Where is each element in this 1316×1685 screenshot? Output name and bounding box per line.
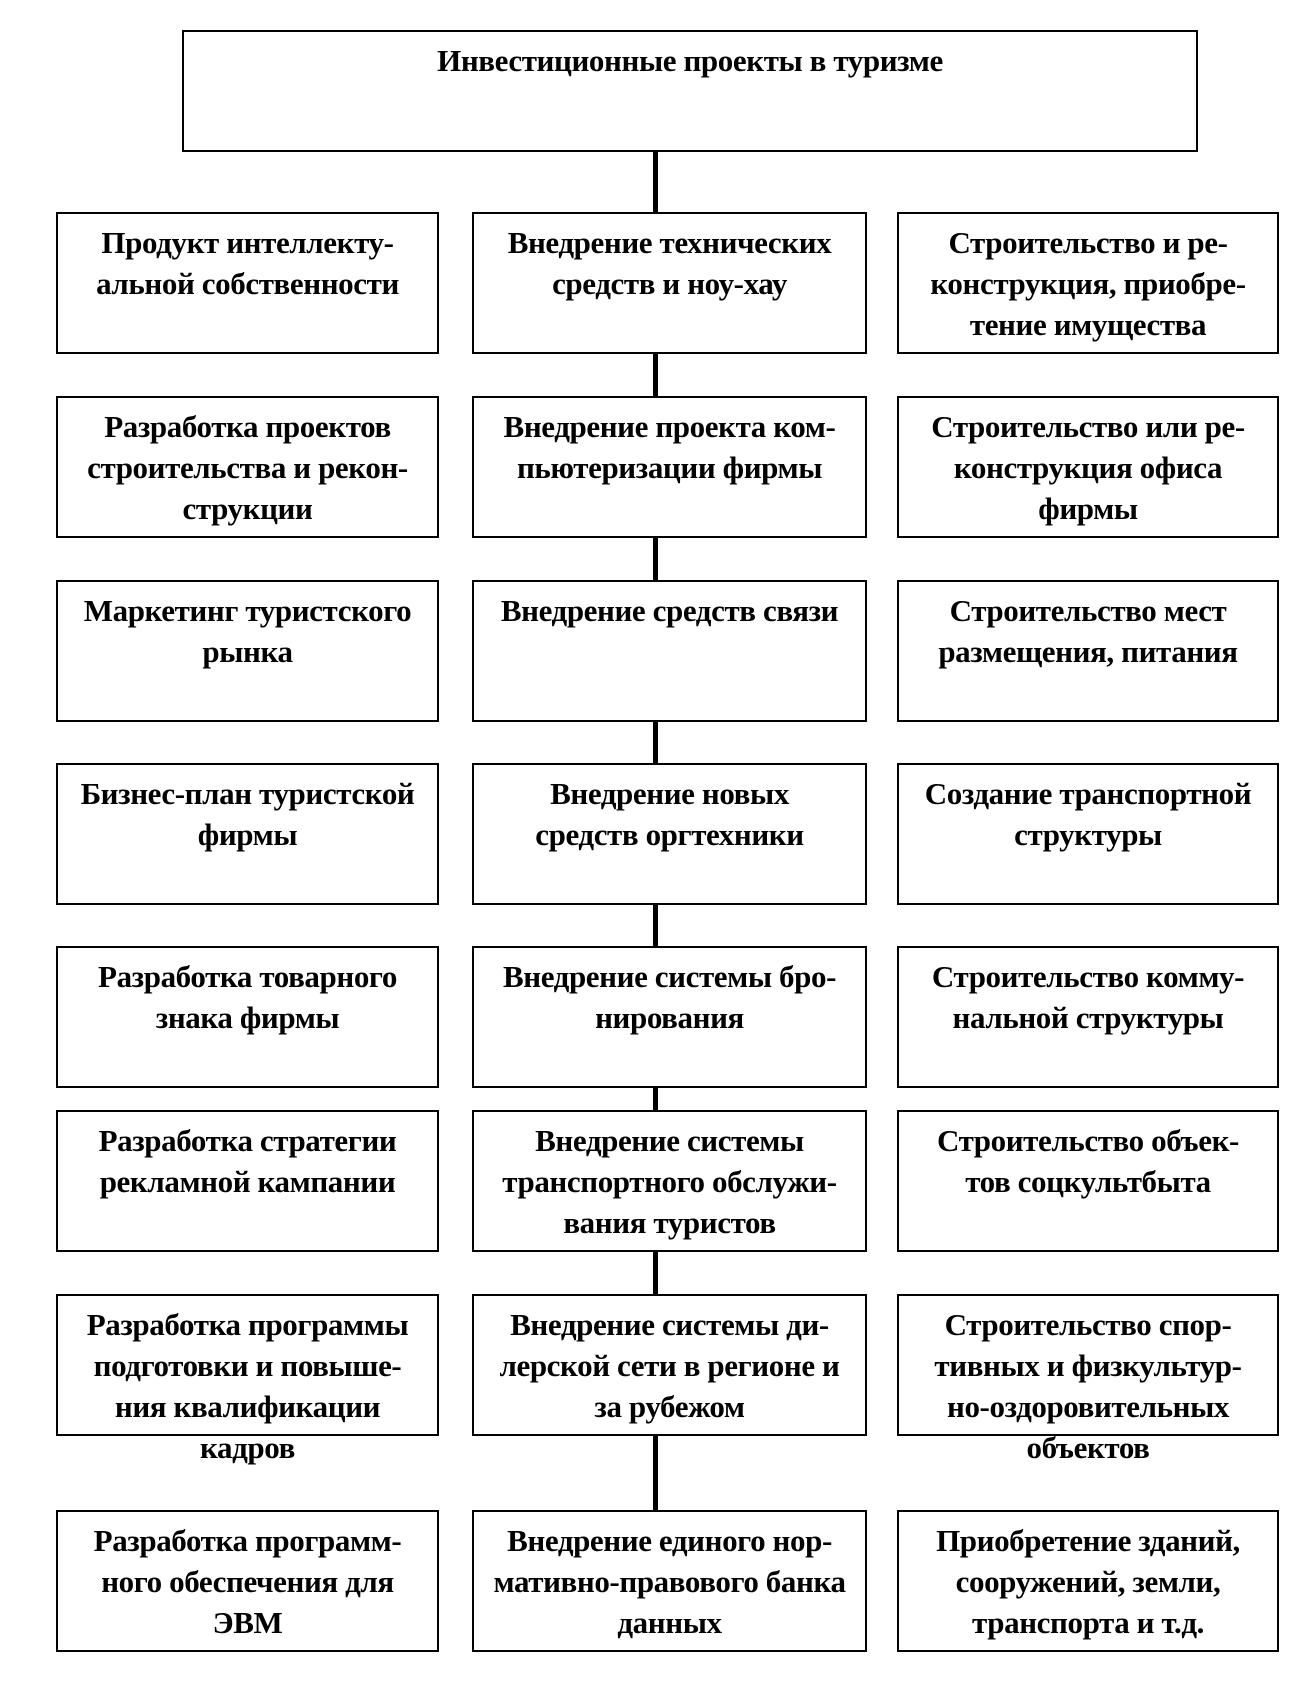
project-box-row7-col3: Строительство спор- тивных и физкультур- но-оздоровительных объектов <box>897 1294 1279 1436</box>
project-box-row4-col1: Бизнес-план туристской фирмы <box>56 763 439 905</box>
project-box-row5-col3: Строительство комму- нальной структуры <box>897 946 1279 1088</box>
connector-line <box>653 905 658 946</box>
connector-line <box>653 1088 658 1110</box>
project-box-row2-col3: Строительство или ре- конструкция офиса фирмы <box>897 396 1279 538</box>
project-box-row2-col2: Внедрение проекта ком- пьютеризации фирмы <box>472 396 867 538</box>
project-box-row7-col2: Внедрение системы ди- лерской сети в регионе и за рубежом <box>472 1294 867 1436</box>
connector-line <box>653 722 658 763</box>
project-box-row1-col2: Внедрение технических средств и ноу-хау <box>472 212 867 354</box>
project-box-row1-col3: Строительство и ре- конструкция, приобре- тение имущества <box>897 212 1279 354</box>
project-box-row6-col3: Строительство объек- тов соцкультбыта <box>897 1110 1279 1252</box>
project-box-row5-col2: Внедрение системы бро- нирования <box>472 946 867 1088</box>
project-box-row4-col2: Внедрение новых средств оргтехники <box>472 763 867 905</box>
connector-line <box>653 1436 658 1510</box>
project-box-row4-col3: Создание транспортной структуры <box>897 763 1279 905</box>
connector-line <box>653 354 658 396</box>
connector-line <box>653 152 658 212</box>
connector-line <box>653 1252 658 1294</box>
root-box-investment-projects: Инвестиционные проекты в туризме <box>182 30 1198 152</box>
project-box-row8-col1: Разработка программ- ного обеспечения для ЭВМ <box>56 1510 439 1652</box>
project-box-row2-col1: Разработка проектов строительства и рекон- струкции <box>56 396 439 538</box>
project-box-row6-col1: Разработка стратегии рекламной кампании <box>56 1110 439 1252</box>
project-box-row6-col2: Внедрение системы транспортного обслужи- вания туристов <box>472 1110 867 1252</box>
project-box-row8-col3: Приобретение зданий, сооружений, земли, транспорта и т.д. <box>897 1510 1279 1652</box>
project-box-row8-col2: Внедрение единого нор- мативно-правового банка данных <box>472 1510 867 1652</box>
project-box-row3-col1: Маркетинг туристского рынка <box>56 580 439 722</box>
project-box-row1-col1: Продукт интеллекту- альной собственности <box>56 212 439 354</box>
connector-line <box>653 538 658 580</box>
project-box-row3-col2: Внедрение средств связи <box>472 580 867 722</box>
project-box-row7-col1: Разработка программы подготовки и повыше- ния квалификации кадров <box>56 1294 439 1436</box>
project-box-row5-col1: Разработка товарного знака фирмы <box>56 946 439 1088</box>
project-box-row3-col3: Строительство мест размещения, питания <box>897 580 1279 722</box>
